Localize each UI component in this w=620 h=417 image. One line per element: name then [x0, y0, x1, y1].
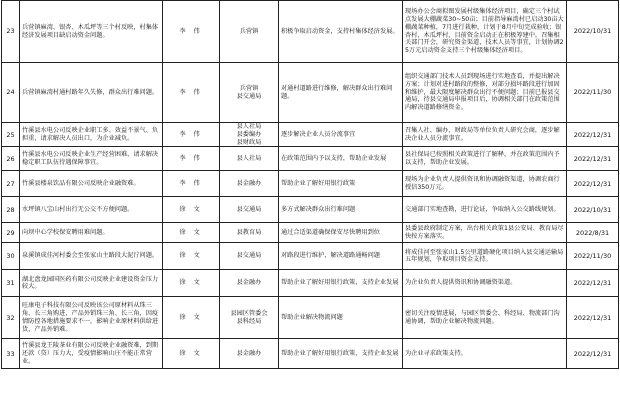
- responsible-person: 徐 文: [163, 243, 220, 270]
- measure-cell: 帮助企业了解好用银行政策: [279, 171, 403, 197]
- progress-cell: 召集人社、编办、财政局等单位负责人研究会商，逐步解决企业人员分流事宜。: [403, 123, 567, 147]
- row-number: 33: [2, 339, 20, 369]
- deadline-date: 2022/12/31: [567, 123, 619, 147]
- responsible-unit: 县金融办: [220, 171, 279, 197]
- responsible-unit: 县金融办: [220, 339, 279, 369]
- row-number: 27: [2, 171, 20, 197]
- measure-cell: 对通村道路进行维修，解决群众出行难问题。: [279, 63, 403, 123]
- responsible-person: 李 伟: [163, 1, 220, 63]
- row-number: 24: [2, 63, 20, 123]
- table-row: [2, 339, 619, 369]
- progress-cell: 交通部门实地查勘，进行论证，争取纳入公交路线规划。: [403, 197, 567, 223]
- issue-cell: 兵营镇麻湾村通村路年久失修，群众出行难问题。: [20, 63, 163, 123]
- responsible-unit: 兵营镇 县交通局: [220, 63, 279, 123]
- row-number: 26: [2, 147, 20, 171]
- responsible-person: 李 伟: [163, 123, 220, 147]
- issue-cell: 竹溪县龙王陵茶业有限公司反映企业融资难，到期还款（贷）压力大，受疫情影响山庄不能正常营业。: [20, 339, 163, 369]
- measure-cell: 对路段进行维护，解决道路通畅问题: [279, 243, 403, 270]
- responsible-unit: 县交通局: [220, 197, 279, 223]
- responsible-unit: 县金融办: [220, 270, 279, 297]
- row-number: 32: [2, 297, 20, 339]
- progress-cell: 将成佳河至张家山1.5公里道路硬化项目纳入县交通运输局五年规划，争取项目资金支持。: [403, 243, 567, 270]
- issue-cell: 泉溪镇成佳河村委会至张家山主路段大泥泞问题。: [20, 243, 163, 270]
- measure-cell: 帮助企业了解好用银行政策，支持企业发展: [279, 339, 403, 369]
- table-row: [2, 297, 619, 339]
- row-number: 25: [2, 123, 20, 147]
- progress-cell: 现场办公会商拟图发展村级集体经济项目，确定三个村试点发展大棚蔬菜30~50亩；目前指导麻湾村已启动30亩大棚蔬菜种植，7月进行栽种，计划于8月中旬完成验收；银杏村、木瓜坪村，目前资金启动正在积极筹建中。召集相关部门开会，研究资金渠道，技术人员等事宜，计划协调25万元启动资金支持三个村级集体经济项目。: [403, 1, 567, 63]
- table-row: [2, 1, 619, 63]
- table-row: [2, 197, 619, 223]
- deadline-date: 2022/11/30: [567, 243, 619, 270]
- deadline-date: 2022/10/31: [567, 197, 619, 223]
- table-row: [2, 63, 619, 123]
- issue-cell: 向坝中心学校保安聘用难问题。: [20, 223, 163, 243]
- responsible-person: 徐 文: [163, 223, 220, 243]
- table-row: [2, 223, 619, 243]
- progress-cell: 现场为企业负责人提供资讯和协调融资渠道，协调农商行授信350万元。: [403, 171, 567, 197]
- measure-cell: 逐步解决企业人员分流事宜: [279, 123, 403, 147]
- deadline-date: 2022/12/31: [567, 147, 619, 171]
- deadline-date: 2022/12/31: [567, 171, 619, 197]
- table-row: [2, 243, 619, 270]
- responsible-person: 徐 文: [163, 339, 220, 369]
- progress-cell: 县委县政府制定方案，出台相关政策1县公安局、教育局尽快按方案落实。: [403, 223, 567, 243]
- issue-cell: 竹溪县水电公司反映企业职工多、效益不景气、负担重，请求解决人员出口，为企业减负。: [20, 123, 163, 147]
- row-number: 28: [2, 197, 20, 223]
- progress-cell: 为企业负责人提供资讯和协调融资渠道。: [403, 270, 567, 297]
- issue-cell: 旺康电子科技有限公司反映该公司原材料从珠三角、长三角购进，产品外销珠三角、长三角，因疫情防控各地措施要求不一，影响企业原材料供给进货，产品外销难。: [20, 297, 163, 339]
- table-row: [2, 147, 619, 171]
- issues-table: [1, 0, 619, 369]
- progress-cell: 组织交通部门技术人员到现场进行实地查看，并提出解决方案；计划对进村路段的整修，对部分损坏路段进行加固和维护，最大限度解决群众出行不便问题；目前已报县交通局，待县交通局申报项目后，协调相关部门在政策范围内解决道路修缮资金。: [403, 63, 567, 123]
- measure-cell: 积极争取启动资金，支持村集体经济发展。: [279, 1, 403, 63]
- row-number: 23: [2, 1, 20, 63]
- deadline-date: 2022/10/31: [567, 1, 619, 63]
- measure-cell: 通过合适渠道确保保安尽快聘用到位: [279, 223, 403, 243]
- row-number: 30: [2, 243, 20, 270]
- responsible-unit: 县教育局: [220, 223, 279, 243]
- measure-cell: 在政策范围内予以支持，帮助企业发展: [279, 147, 403, 171]
- deadline-date: 2022/12/31: [567, 339, 619, 369]
- responsible-unit: 县园区管委会 县科经局: [220, 297, 279, 339]
- measure-cell: 多方式解决群众出行难问题: [279, 197, 403, 223]
- deadline-date: 2022/8/31: [567, 223, 619, 243]
- issue-cell: 水坪镇八宝山村出行无公交不方便问题。: [20, 197, 163, 223]
- responsible-person: 徐 文: [163, 197, 220, 223]
- issue-cell: 竹溪县水电公司反映企业生产经营困难，请求解决稳定职工队伍待遇保障事宜。: [20, 147, 163, 171]
- issue-cell: 湖北盘龙园国医药有限公司反映企业建设资金压力较大。: [20, 270, 163, 297]
- table-row: [2, 270, 619, 297]
- row-number: 29: [2, 223, 20, 243]
- issue-cell: 竹溪县楼泉饮品有限公司反映企业融资难。: [20, 171, 163, 197]
- progress-cell: 密切关注疫情进展，与园区管委会、科经局、物流部门沟通协调，帮助企业解决物流问题。: [403, 297, 567, 339]
- progress-cell: 县社保局已按照相关政策进行了解释，并在政策范围内予以支持，帮助企业发展。: [403, 147, 567, 171]
- responsible-unit: 兵营镇: [220, 1, 279, 63]
- table-row: [2, 123, 619, 147]
- responsible-person: 徐 文: [163, 297, 220, 339]
- responsible-unit: 县交通局: [220, 243, 279, 270]
- table-body: [2, 1, 619, 369]
- row-number: 31: [2, 270, 20, 297]
- measure-cell: 帮助企业了解好用银行政策，支持企业发展: [279, 270, 403, 297]
- issue-cell: 兵营镇麻湾、银杏、木瓜坪等三个村反映，村集体经济发展项目缺启动资金问题。: [20, 1, 163, 63]
- responsible-person: 李 伟: [163, 171, 220, 197]
- deadline-date: 2022/12/31: [567, 270, 619, 297]
- responsible-unit: 县人社局 县委编办 县财政局: [220, 123, 279, 147]
- progress-cell: 为企业寻求政策支持。: [403, 339, 567, 369]
- responsible-unit: 县人社局: [220, 147, 279, 171]
- table-row: [2, 171, 619, 197]
- responsible-person: 李 伟: [163, 147, 220, 171]
- responsible-person: 徐 文: [163, 270, 220, 297]
- deadline-date: 2022/11/30: [567, 63, 619, 123]
- deadline-date: 2022/12/31: [567, 297, 619, 339]
- measure-cell: 帮助企业解决物流问题: [279, 297, 403, 339]
- responsible-person: 李 伟: [163, 63, 220, 123]
